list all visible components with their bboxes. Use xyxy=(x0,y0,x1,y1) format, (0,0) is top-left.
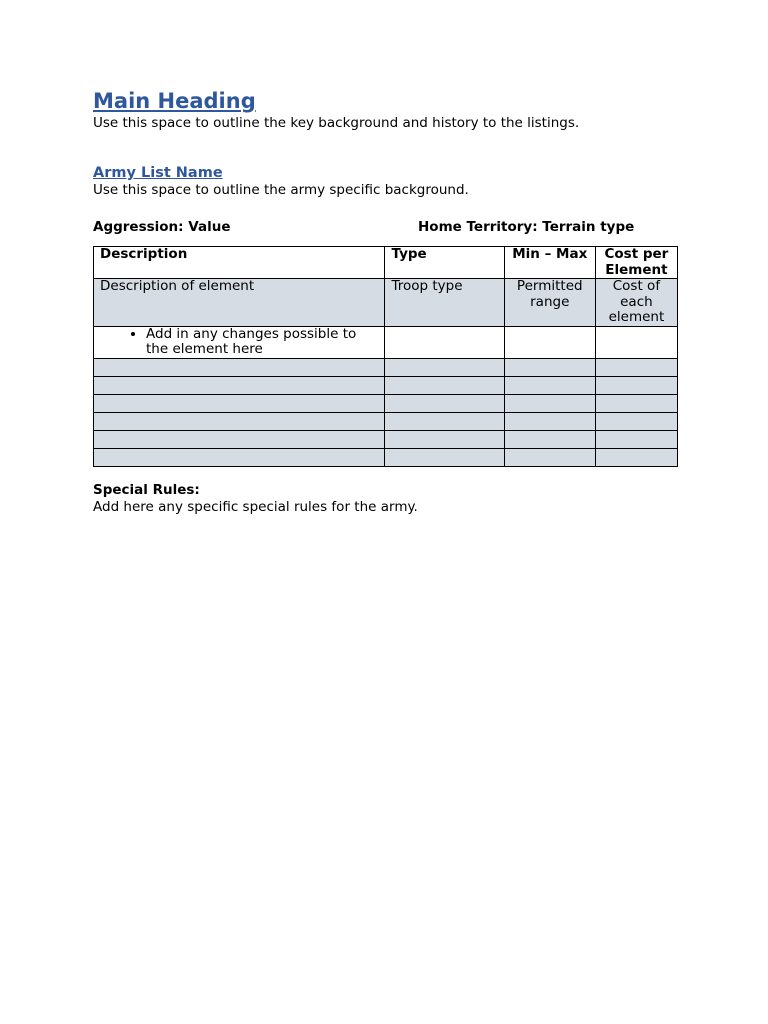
army-list-table xyxy=(93,246,678,467)
document-page xyxy=(93,88,683,516)
cell-empty xyxy=(385,376,504,394)
cell-empty xyxy=(595,412,677,430)
cell-empty xyxy=(595,358,677,376)
cell-empty xyxy=(385,430,504,448)
cell-empty xyxy=(595,430,677,448)
cell-empty xyxy=(504,376,595,394)
cell-empty xyxy=(94,358,385,376)
list-item: • Add in any changes possible to the element here xyxy=(146,327,378,358)
cell-empty xyxy=(94,394,385,412)
cell-description: Description of element xyxy=(94,279,385,327)
cell-empty xyxy=(595,448,677,466)
header-type: Type xyxy=(385,247,504,279)
table-row xyxy=(94,358,678,376)
table-row xyxy=(94,279,678,327)
table-row xyxy=(94,430,678,448)
army-intro-paragraph: Use this space to outline the army specific background. xyxy=(93,182,469,198)
cell-empty xyxy=(595,376,677,394)
cell-empty xyxy=(94,412,385,430)
cell-empty xyxy=(504,326,595,358)
table-row xyxy=(94,412,678,430)
table-header-row xyxy=(94,247,678,279)
cell-empty xyxy=(504,412,595,430)
intro-paragraph: Use this space to outline the key background and history to the listings. xyxy=(93,115,580,131)
header-cost: Cost per Element xyxy=(595,247,677,279)
cell-type: Troop type xyxy=(385,279,504,327)
cell-empty xyxy=(504,394,595,412)
table-row xyxy=(94,376,678,394)
cell-empty xyxy=(385,394,504,412)
cell-changes xyxy=(94,326,385,358)
aggression-label: Aggression: Value xyxy=(93,219,231,235)
header-min-max: Min – Max xyxy=(504,247,595,279)
changes-list xyxy=(100,327,378,358)
cell-min-max: Permitted range xyxy=(504,279,595,327)
home-territory-label: Home Territory: Terrain type xyxy=(418,219,635,235)
cell-empty xyxy=(94,430,385,448)
cell-empty xyxy=(504,358,595,376)
army-properties xyxy=(93,218,683,236)
cell-cost: Cost of each element xyxy=(595,279,677,327)
cell-empty xyxy=(595,394,677,412)
cell-empty xyxy=(385,326,504,358)
cell-empty xyxy=(385,358,504,376)
army-list-heading: Army List Name xyxy=(93,165,223,181)
cell-empty xyxy=(94,376,385,394)
cell-empty xyxy=(504,430,595,448)
table-row xyxy=(94,326,678,358)
main-heading: Main Heading xyxy=(93,89,256,113)
cell-empty xyxy=(504,448,595,466)
cell-empty xyxy=(385,412,504,430)
cell-empty xyxy=(595,326,677,358)
cell-empty xyxy=(94,448,385,466)
special-rules-text: Add here any specific special rules for the army. xyxy=(93,498,418,515)
special-rules-heading: Special Rules: xyxy=(93,481,200,498)
cell-empty xyxy=(385,448,504,466)
table-row xyxy=(94,394,678,412)
table-row xyxy=(94,448,678,466)
header-description: Description xyxy=(94,247,385,279)
